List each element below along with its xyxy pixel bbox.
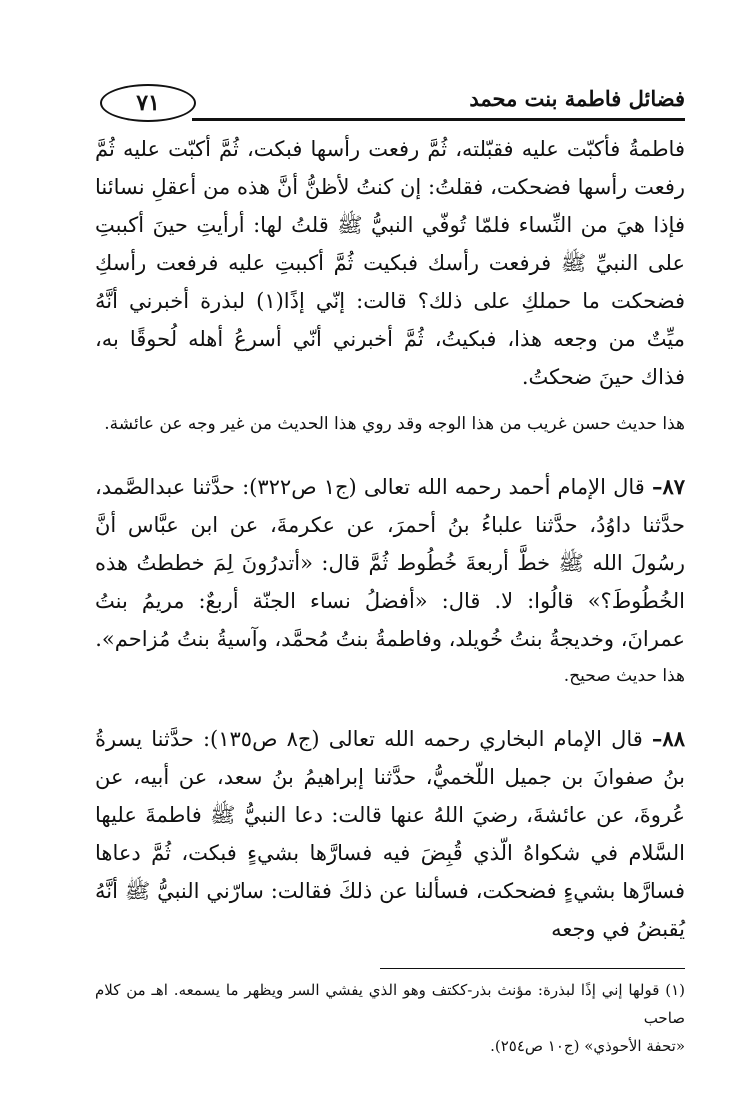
- page-header: [100, 82, 685, 122]
- running-title: فضائل فاطمة بنت محمد: [469, 86, 685, 111]
- footnote-1-continued: «تحفة الأحوذي» (ج١٠ ص٢٥٤).: [490, 1037, 685, 1055]
- hadith-88: [95, 720, 685, 948]
- hadith-86-continuation: فاطمةُ فأكبّت عليه فقبّلته، ثُمَّ رفعت رأسها فبكت، ثُمَّ أكبّت عليه ثُمَّ رفعت رأسها فضحكت، فقلتُ: إن كنتُ لأظنُّ أنَّ هذه من أعقلِ نسائنا فإذا هيَ من النِّساء فلمّا تُوفّي النبيُّ ﷺ قلتُ لها: أرأيتِ حينَ أكببتِ على النبيِّ ﷺ فرفعت رأسك فبكيت ثُمَّ أكببتِ عليه فرفعت رأسكِ فضحكت ما حملكِ على ذلك؟ قالت: إنّي إذًا(١) لبذرة أخبرني أنَّهُ ميِّتٌ من وجعه هذا، فبكيتُ، ثُمَّ أخبرني أنّي أسرعُ أهله لُحوقًا به، فذاك حينَ ضحكتُ.: [95, 137, 685, 389]
- page-body: [95, 130, 685, 948]
- hadith-87: [95, 468, 685, 658]
- grading-note: هذا حديث صحيح.: [563, 666, 685, 686]
- footnote-1: (١) قولها إني إذًا لبذرة: مؤنث بذر-ككتف وهو الذي يفشي السر ويظهر ما يسمعه. اهـ من كلام صاحب: [95, 981, 685, 1027]
- page-number-badge: ٧١: [100, 84, 196, 122]
- hadith-number: ٨٧–: [651, 474, 685, 499]
- header-rule: [192, 118, 685, 121]
- grading-note: هذا حديث حسن غريب من هذا الوجه وقد روي هذا الحديث من غير وجه عن عائشة.: [104, 414, 685, 434]
- footnotes: [95, 976, 685, 1060]
- hadith-text: قال الإمام أحمد رحمه الله تعالى (ج١ ص٣٢٢): حدَّثنا عبدالصَّمد، حدَّثنا داوُدُ، حدَّثنا علباءُ بنُ أحمرَ، عن عكرمةَ، عن ابن عبَّاس أنَّ رسُولَ الله ﷺ خطَّ أربعةَ خُطُوط ثُمَّ قال: «أتدرُونَ لِمَ خططتُ هذه الخُطُوطَ؟» قالُوا: لا. قال: «أفضلُ نساء الجنّة أربعٌ: مريمُ بنتُ عمرانَ، وخديجةُ بنتُ خُويلد، وفاطمةُ بنتُ مُحمَّد، وآسيةُ بنتُ مُزاحم».: [95, 475, 685, 651]
- hadith-text: قال الإمام البخاري رحمه الله تعالى (ج٨ ص١٣٥): حدَّثنا يسرةُ بنُ صفوانَ بن جميل اللّخميُّ، حدَّثنا إبراهيمُ بنُ سعد، عن أبيه، عن عُروةَ، عن عائشةَ، رضيَ اللهُ عنها قالت: دعا النبيُّ ﷺ فاطمةَ عليها السَّلام في شكواهُ الّذي قُبِضَ فيه فسارَّها بشيءٍ فبكت، ثُمَّ دعاها فسارَّها بشيءٍ فضحكت، فسألنا عن ذلكَ فقالت: سارّني النبيُّ ﷺ أنَّهُ يُقبضُ في وجعه: [95, 727, 685, 941]
- hadith-number: ٨٨–: [651, 726, 685, 751]
- footnote-separator: [380, 968, 685, 969]
